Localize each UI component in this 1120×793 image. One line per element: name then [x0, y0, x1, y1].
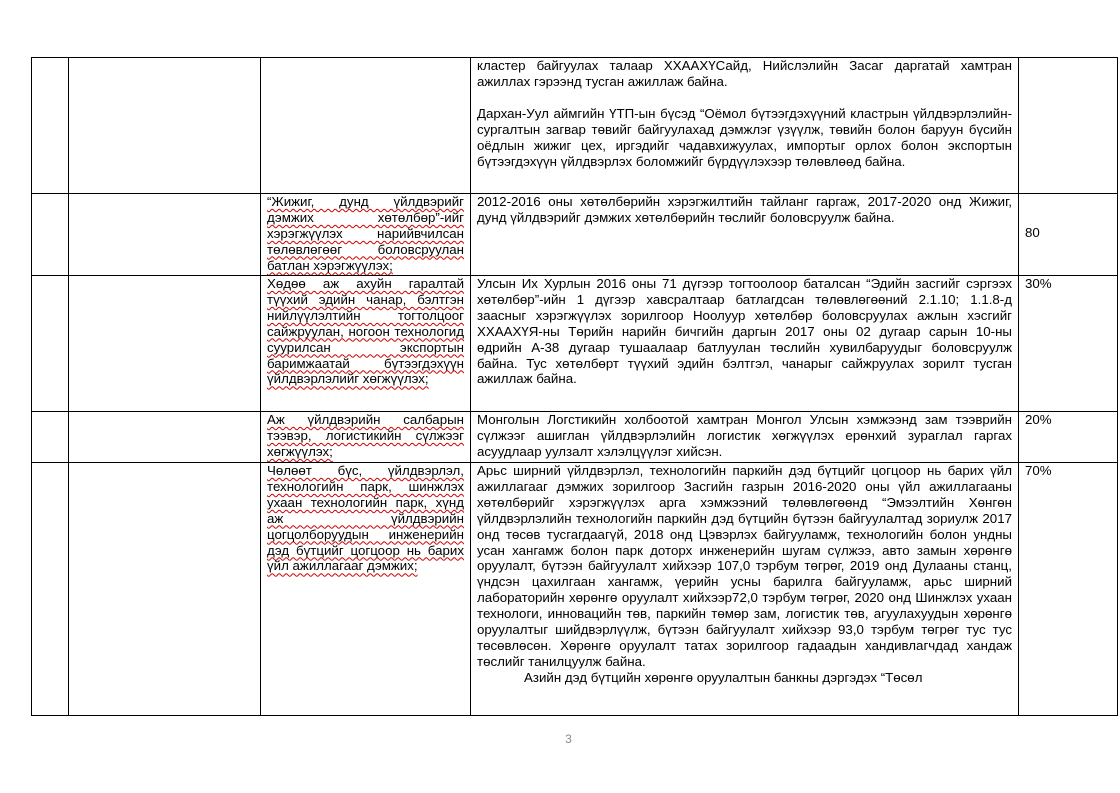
progress-paragraph: кластер байгуулах талаар ХХААХҮСайд, Нийслэлийн Засаг даргатай хамтран ажиллах гэрээнд тусган ажиллаж байна. [477, 58, 1012, 89]
percent-cell [1019, 58, 1118, 194]
number-cell [32, 412, 69, 463]
progress-cell [471, 58, 1019, 194]
number-cell [32, 58, 69, 194]
progress-report-table [31, 57, 1118, 716]
number-cell [32, 276, 69, 412]
objective-cell: Аж үйлдвэрийн салбарын тээвэр, логистикийн сүлжээг хөгжүүлэх; [261, 412, 471, 463]
table-row [32, 194, 1118, 276]
progress-cell [471, 412, 1019, 463]
objective-cell: “Жижиг, дунд үйлдвэрийг дэмжих хөтөлбөр”-ийг хэрэгжүүлэх нарийвчилсан төлөвлөгөөг боловсруулан батлан хэрэгжүүлэх; [261, 194, 471, 276]
objective-cell: Хөдөө аж ахуйн гаралтай түүхий эдийн чанар, бэлтгэн нийлүүлэлтийн тогтолцоог сайжруулан, ногоон технологид суурилсан экспортын баримжаатай бүтээгдэхүүн үйлдвэрлэлийг хөгжүүлэх; [261, 276, 471, 412]
page-number: 3 [565, 732, 572, 746]
progress-paragraph: Дархан-Уул аймгийн ҮТП-ын бүсэд “Оёмол бүтээгдэхүүний кластрын үйлдвэрлэлийн-сургалтын загвар төвийг байгуулахад дэмжлэг үзүүлж, төвийн болон баруун бүсийн оёдлын жижиг цех, иргэдийг чадавхижуулах, импортыг орлох болон экспортын бүтээгдэхүүн үйлдвэрлэх боломжийг бүрдүүлэхээр төлөвлөөд байна. [477, 105, 1012, 169]
progress-paragraph: Монголын Логстикийн холбоотой хамтран Монгол Улсын хэмжээнд зам тээврийн сүлжээг ашиглан үйлдвэрлэлийн логистик хөгжүүлэх ерөнхий зураглал гаргах асуудлаар уулзалт хэлэлцүүлэг хийсэн. [477, 412, 1012, 459]
progress-cell [471, 463, 1019, 716]
table-row [32, 463, 1118, 716]
number-cell [32, 463, 69, 716]
progress-paragraph: Азийн дэд бүтцийн хөрөнгө оруулалтын банкны дэргэдэх “Төсөл [524, 669, 923, 685]
progress-paragraph: 2012-2016 оны хөтөлбөрийн хэрэгжилтийн тайланг гаргаж, 2017-2020 онд Жижиг, дунд үйлдвэрийг дэмжих хөтөлбөрийн төслийг боловсруулж байна. [477, 194, 1012, 225]
blank-cell [69, 194, 261, 276]
blank-cell [69, 412, 261, 463]
percent-cell: 30% [1019, 276, 1118, 412]
percent-cell: 80 [1019, 194, 1118, 276]
progress-paragraph: Арьс ширний үйлдвэрлэл, технологийн паркийн дэд бүтцийг цогцоор нь барих үйл ажиллагааг дэмжих зорилгоор Засгийн газрын 2016-2020 оны үйл ажиллагааны хөтөлбөрийг хэрэгжүүлэх арга хэмжээний төлөвлөгөөнд “Эмээлтийн Хөнгөн үйлдвэрлэлийн технологийн паркийн дэд бүтцийн бүтээн байгуулалтад зориулж 2017 онд төсөв тусгагдаагүй, 2018 онд Цэвэрлэх байгууламж, технологийн болон ундны усан хангамж болон парк доторх инженерийн шугам сүлжээ, авто замын хөрөнгө оруулалт, бүтээн байгуулалт хийхээр 107,0 тэрбум төгрөг, 2019 онд Дулааны станц, үндсэн цахилгаан хангамж, үерийн усны барилга байгууламж, арьс ширний лабораторийн хөрөнгө оруулалт хийхээр72,0 тэрбум төгрөг, 2020 онд Шинжлэх ухаан технологи, инновацийн төв, паркийн төмөр зам, логистик төв, агуулахуудын хөрөнгө оруулалтыг шийдвэрлүүлж, бүтээн байгуулалт хийхээр 93,0 тэрбум төгрөг тус тус төсөвлөсөн. Хөрөнгө оруулалт татах зорилгоор гадаадын хандивлагчдад хандаж төслийг танилцуулж байна. [477, 463, 1012, 669]
progress-paragraph: Улсын Их Хурлын 2016 оны 71 дүгээр тогтоолоор баталсан “Эдийн засгийг сэргээх хөтөлбөр”-ийн 1 дүгээр хавсралтаар батлагдсан төлөвлөгөөний 2.1.10; 1.1.8-д заасныг хэрэгжүүлэх зорилгоор Ноолуур хөтөлбөр боловсруулах ажлын хэсгийг ХХААХҮЯ-ны Төрийн нарийн бичгийн даргын 2017 оны 02 дугаар сарын 10-ны өдрийн А-38 дугаар тушаалаар батлуулан төслийн хувилбаруудыг боловсруулж байна. Тус хөтөлбөрт түүхий эдийн бэлтгэл, чанарыг сайжруулах зорилт тусган ажиллаж байна. [477, 276, 1012, 387]
objective-cell: Чөлөөт бүс, үйлдвэрлэл, технологийн парк, шинжлэх ухаан технологийн парк, хүнд аж үйлдвэрийн цогцолборуудын инженерийн дэд бүтцийг цогцоор нь барих үйл ажиллагааг дэмжих; [261, 463, 471, 716]
progress-cell [471, 276, 1019, 412]
table-row [32, 276, 1118, 412]
blank-cell [69, 58, 261, 194]
percent-cell: 70% [1019, 463, 1118, 716]
objective-cell [261, 58, 471, 194]
table-row [32, 412, 1118, 463]
percent-cell: 20% [1019, 412, 1118, 463]
blank-cell [69, 463, 261, 716]
blank-cell [69, 276, 261, 412]
number-cell [32, 194, 69, 276]
table-row [32, 58, 1118, 194]
progress-cell [471, 194, 1019, 276]
